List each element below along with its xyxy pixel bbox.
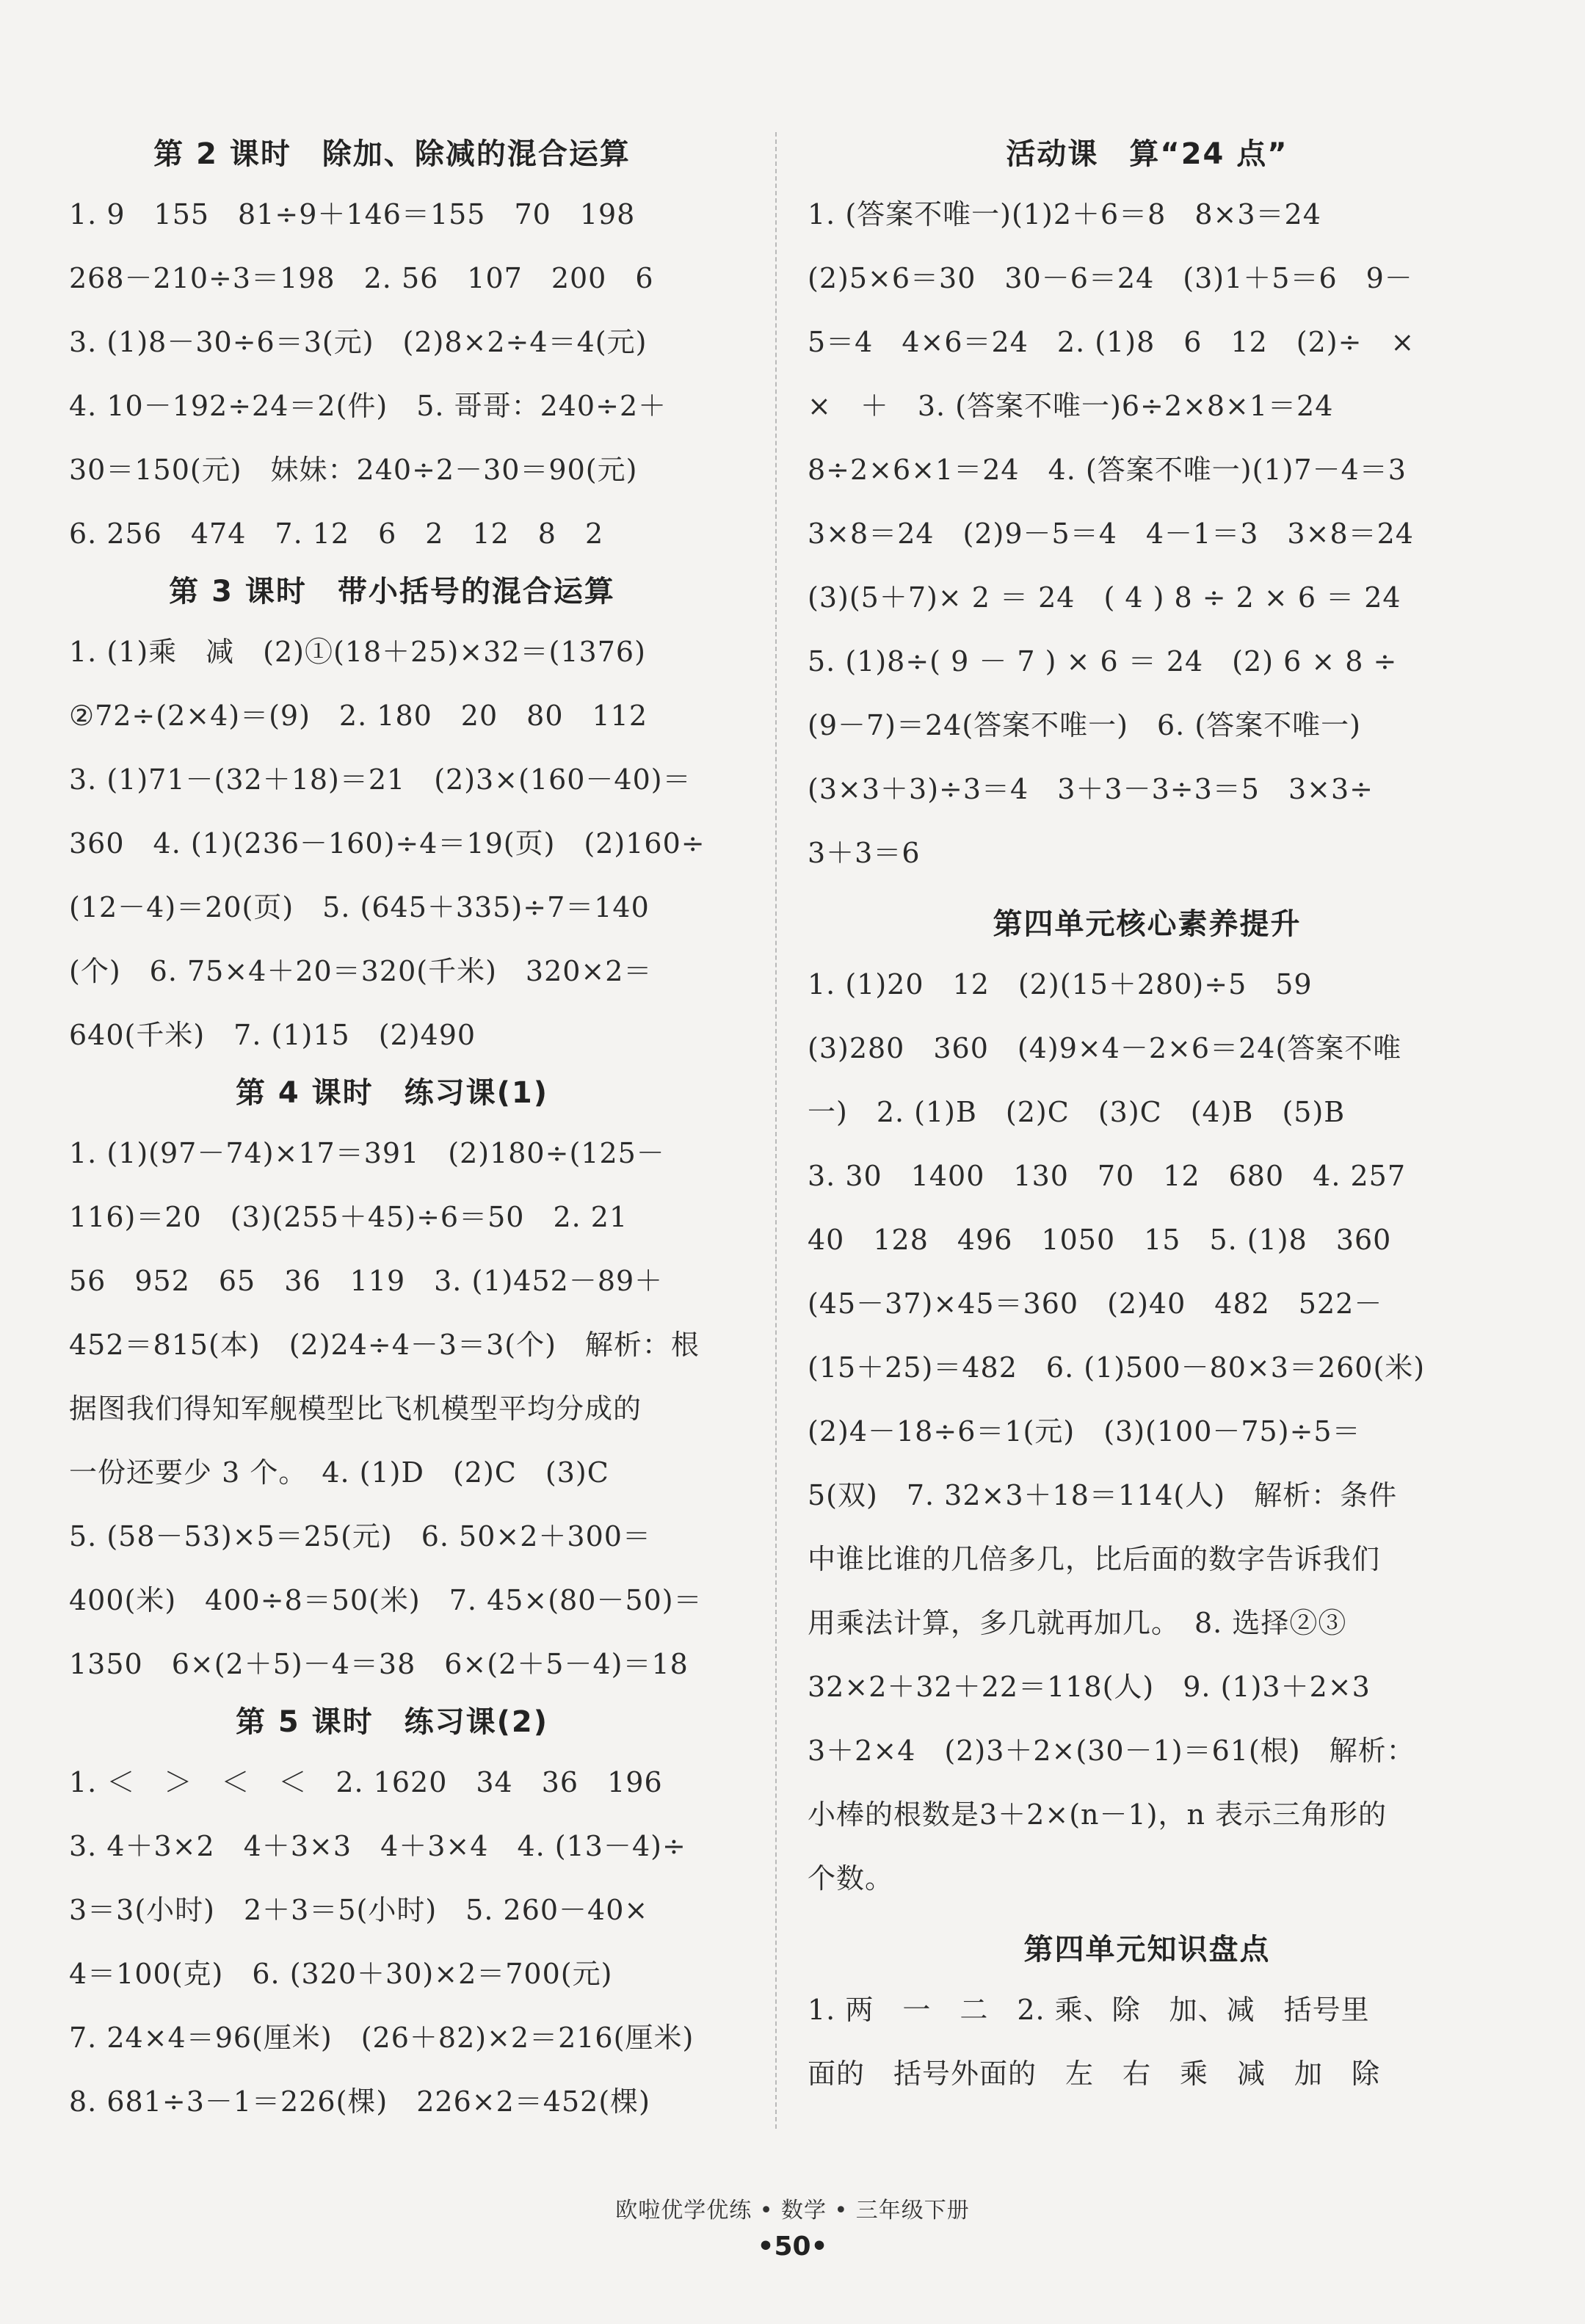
answer-line: 5. (1)8÷( 9 － 7 ) × 6 ＝ 24 (2) 6 × 8 ÷ — [808, 645, 1398, 678]
answer-line: 7. 24×4＝96(厘米) (26＋82)×2＝216(厘米) — [69, 2022, 694, 2054]
answer-line: 一) 2. (1)B (2)C (3)C (4)B (5)B — [808, 1096, 1346, 1128]
answer-line: 8. 681÷3－1＝226(棵) 226×2＝452(棵) — [69, 2085, 650, 2118]
answer-line: 1. 9 155 81÷9＋146＝155 70 198 — [69, 198, 636, 230]
answer-line: (9－7)＝24(答案不唯一) 6. (答案不唯一) — [808, 709, 1361, 741]
answer-line: 640(千米) 7. (1)15 (2)490 — [69, 1019, 476, 1051]
answer-line: 1. (答案不唯一)(1)2＋6＝8 8×3＝24 — [808, 198, 1321, 230]
answer-line: 3. (1)8－30÷6＝3(元) (2)8×2÷4＝4(元) — [69, 326, 648, 358]
answer-line: 1. 两 一 二 2. 乘、除 加、减 括号里 — [808, 1994, 1370, 2026]
answer-line: 1. (1)乘 减 (2)①(18＋25)×32＝(1376) — [69, 636, 646, 668]
answer-line: 40 128 496 1050 15 5. (1)8 360 — [808, 1224, 1392, 1256]
answer-line: (3)280 360 (4)9×4－2×6＝24(答案不唯 — [808, 1032, 1402, 1064]
answer-line: 268－210÷3＝198 2. 56 107 200 6 — [69, 262, 654, 294]
answer-line: 3×8＝24 (2)9－5＝4 4－1＝3 3×8＝24 — [808, 518, 1414, 550]
answer-line: (15＋25)＝482 6. (1)500－80×3＝260(米) — [808, 1351, 1426, 1384]
answer-line: 8÷2×6×1＝24 4. (答案不唯一)(1)7－4＝3 — [808, 454, 1407, 486]
answer-line: (个) 6. 75×4＋20＝320(千米) 320×2＝ — [69, 955, 653, 987]
answer-line: 4＝100(克) 6. (320＋30)×2＝700(元) — [69, 1958, 613, 1990]
answer-line: (2)4－18÷6＝1(元) (3)(100－75)÷5＝ — [808, 1415, 1361, 1448]
answer-line: 1. (1)(97－74)×17＝391 (2)180÷(125－ — [69, 1137, 665, 1169]
answer-line: 中谁比谁的几倍多几，比后面的数字告诉我们 — [808, 1543, 1381, 1575]
answer-line: 400(米) 400÷8＝50(米) 7. 45×(80－50)＝ — [69, 1584, 703, 1616]
answer-line: 452＝815(本) (2)24÷4－3＝3(个) 解析：根 — [69, 1329, 700, 1361]
section-title: 第四单元知识盘点 — [1023, 1933, 1271, 1967]
answer-line: (3)(5＋7)× 2 ＝ 24 ( 4 ) 8 ÷ 2 × 6 ＝ 24 — [808, 581, 1401, 614]
answer-line: 5＝4 4×6＝24 2. (1)8 6 12 (2)÷ × — [808, 326, 1415, 358]
section-title: 第四单元核心素养提升 — [993, 907, 1302, 941]
answer-line: (3×3＋3)÷3＝4 3＋3－3÷3＝5 3×3÷ — [808, 773, 1374, 805]
answer-line: 4. 10－192÷24＝2(件) 5. 哥哥：240÷2＋ — [69, 390, 667, 422]
answer-line: 面的 括号外面的 左 右 乘 减 加 除 — [808, 2058, 1381, 2090]
answer-line: 1350 6×(2＋5)－4＝38 6×(2＋5－4)＝18 — [69, 1648, 689, 1680]
answer-line: 3＝3(小时) 2＋3＝5(小时) 5. 260－40× — [69, 1894, 649, 1926]
answer-line: 6. 256 474 7. 12 6 2 12 8 2 — [69, 518, 604, 550]
answer-line: 用乘法计算，多几就再加几。 8. 选择②③ — [808, 1607, 1347, 1639]
answer-line: 3. 30 1400 130 70 12 680 4. 257 — [808, 1160, 1407, 1192]
answer-line: × ＋ 3. (答案不唯一)6÷2×8×1＝24 — [808, 390, 1334, 422]
answer-line: 3＋3＝6 — [808, 837, 921, 869]
answer-line: 一份还要少 3 个。 4. (1)D (2)C (3)C — [69, 1456, 609, 1489]
answer-line: 个数。 — [808, 1862, 894, 1895]
answer-line: 3. 4＋3×2 4＋3×3 4＋3×4 4. (13－4)÷ — [69, 1830, 686, 1862]
answer-line: 据图我们得知军舰模型比飞机模型平均分成的 — [69, 1392, 642, 1425]
section-title: 第 4 课时 练习课(1) — [235, 1076, 549, 1110]
answer-line: ②72÷(2×4)＝(9) 2. 180 20 80 112 — [69, 700, 648, 732]
answer-line: 1. (1)20 12 (2)(15＋280)÷5 59 — [808, 968, 1313, 1001]
answer-line: (12－4)＝20(页) 5. (645＋335)÷7＝140 — [69, 891, 650, 923]
answer-line: (45－37)×45＝360 (2)40 482 522－ — [808, 1288, 1383, 1320]
page-number: •50• — [757, 2232, 828, 2262]
answer-line: 56 952 65 36 119 3. (1)452－89＋ — [69, 1265, 664, 1297]
left-column — [69, 131, 744, 2136]
answer-line: (2)5×6＝30 30－6＝24 (3)1＋5＝6 9－ — [808, 262, 1413, 294]
answer-line: 5. (58－53)×5＝25(元) 6. 50×2＋300＝ — [69, 1520, 651, 1553]
book-title: 欧啦优学优练 • 数学 • 三年级下册 — [615, 2198, 970, 2223]
section-title: 活动课 算“24 点” — [1006, 137, 1288, 171]
section-title: 第 3 课时 带小括号的混合运算 — [169, 575, 615, 609]
answer-line: 小棒的根数是3＋2×(n－1)，n 表示三角形的 — [808, 1798, 1388, 1831]
answer-line: 3. (1)71－(32＋18)＝21 (2)3×(160－40)＝ — [69, 763, 692, 796]
section-title: 第 2 课时 除加、除减的混合运算 — [153, 137, 631, 171]
answer-line: 32×2＋32＋22＝118(人) 9. (1)3＋2×3 — [808, 1671, 1371, 1703]
column-divider — [775, 132, 777, 2129]
answer-line: 116)＝20 (3)(255＋45)÷6＝50 2. 21 — [69, 1201, 628, 1233]
answer-line: 3＋2×4 (2)3＋2×(30－1)＝61(根) 解析： — [808, 1735, 1415, 1767]
answer-line: 360 4. (1)(236－160)÷4＝19(页) (2)160÷ — [69, 827, 706, 860]
answer-line: 1. ＜ ＞ ＜ ＜ 2. 1620 34 36 196 — [69, 1766, 663, 1798]
answer-line: 30＝150(元) 妹妹：240÷2－30＝90(元) — [69, 454, 638, 486]
section-title: 第 5 课时 练习课(2) — [235, 1705, 549, 1739]
answer-line: 5(双) 7. 32×3＋18＝114(人) 解析：条件 — [808, 1479, 1398, 1511]
right-column — [808, 131, 1487, 2108]
